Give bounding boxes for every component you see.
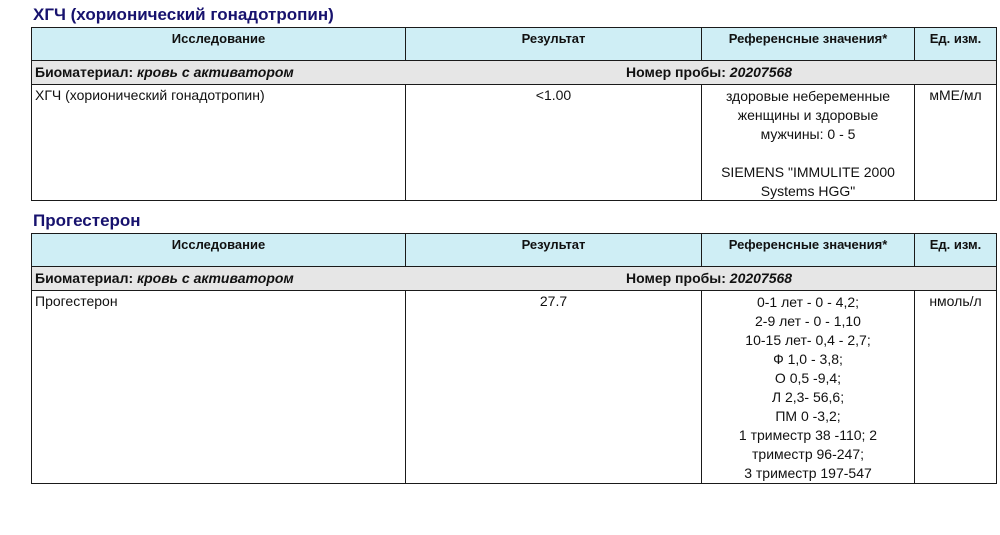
reference-line: Systems HGG" bbox=[760, 183, 856, 199]
table-row bbox=[32, 85, 996, 200]
reference-line: О 0,5 -9,4; bbox=[774, 370, 842, 386]
reference-line: 10-15 лет- 0,4 - 2,7; bbox=[745, 332, 871, 348]
hcg-name: ХГЧ (хорионический гонадотропин) bbox=[32, 85, 406, 200]
sample-label: Номер пробы: bbox=[626, 64, 726, 80]
hcg-result: <1.00 bbox=[406, 85, 702, 200]
table-row bbox=[32, 291, 996, 483]
reference-line: Л 2,3- 56,6; bbox=[771, 389, 845, 405]
header-result: Результат bbox=[406, 28, 702, 60]
biomaterial-info bbox=[35, 270, 294, 286]
reference-line: ПМ 0 -3,2; bbox=[775, 408, 841, 424]
reference-line: 0-1 лет - 0 - 4,2; bbox=[756, 294, 860, 310]
sample-value: 20207568 bbox=[729, 64, 793, 80]
hcg-unit: мМЕ/мл bbox=[929, 87, 982, 103]
progesterone-biomaterial-row bbox=[32, 267, 996, 291]
progesterone-table-header bbox=[32, 234, 996, 267]
progesterone-table bbox=[31, 233, 997, 484]
biomaterial-value: кровь с активатором bbox=[137, 64, 294, 80]
reference-line: здоровые небеременные bbox=[725, 88, 891, 104]
progesterone-unit: нмоль/л bbox=[929, 293, 982, 309]
reference-line: женщины и здоровые bbox=[737, 107, 879, 123]
biomaterial-info bbox=[35, 64, 294, 80]
header-study: Исследование bbox=[32, 234, 406, 266]
reference-line: мужчины: 0 - 5 bbox=[760, 126, 856, 142]
biomaterial-label: Биоматериал: bbox=[35, 270, 134, 286]
reference-line: SIEMENS "IMMULITE 2000 bbox=[721, 164, 895, 180]
header-unit: Ед. изм. bbox=[929, 31, 982, 46]
reference-line: 1 триместр 38 -110; 2 bbox=[738, 427, 878, 443]
hcg-table-header bbox=[32, 28, 996, 61]
reference-line: Ф 1,0 - 3,8; bbox=[773, 351, 843, 367]
sample-value: 20207568 bbox=[729, 270, 793, 286]
sample-number bbox=[626, 64, 792, 80]
sample-number bbox=[626, 270, 792, 286]
hcg-reference bbox=[702, 85, 915, 200]
biomaterial-value: кровь с активатором bbox=[137, 270, 294, 286]
reference-line: 3 триместр 197-547 bbox=[744, 465, 872, 481]
header-reference: Референсные значения* bbox=[702, 28, 915, 60]
progesterone-reference bbox=[702, 291, 915, 483]
reference-line: 2-9 лет - 0 - 1,10 bbox=[755, 313, 861, 329]
hcg-biomaterial-row bbox=[32, 61, 996, 85]
reference-line bbox=[702, 144, 914, 163]
header-study: Исследование bbox=[32, 28, 406, 60]
header-unit: Ед. изм. bbox=[929, 237, 982, 252]
biomaterial-label: Биоматериал: bbox=[35, 64, 134, 80]
progesterone-section-title: Прогестерон bbox=[33, 211, 141, 230]
header-reference: Референсные значения* bbox=[702, 234, 915, 266]
sample-label: Номер пробы: bbox=[626, 270, 726, 286]
hcg-table bbox=[31, 27, 997, 201]
reference-line: триместр 96-247; bbox=[752, 446, 864, 462]
progesterone-result: 27.7 bbox=[406, 291, 702, 483]
progesterone-name: Прогестерон bbox=[32, 291, 406, 483]
hcg-section-title: ХГЧ (хорионический гонадотропин) bbox=[33, 5, 334, 24]
header-result: Результат bbox=[406, 234, 702, 266]
